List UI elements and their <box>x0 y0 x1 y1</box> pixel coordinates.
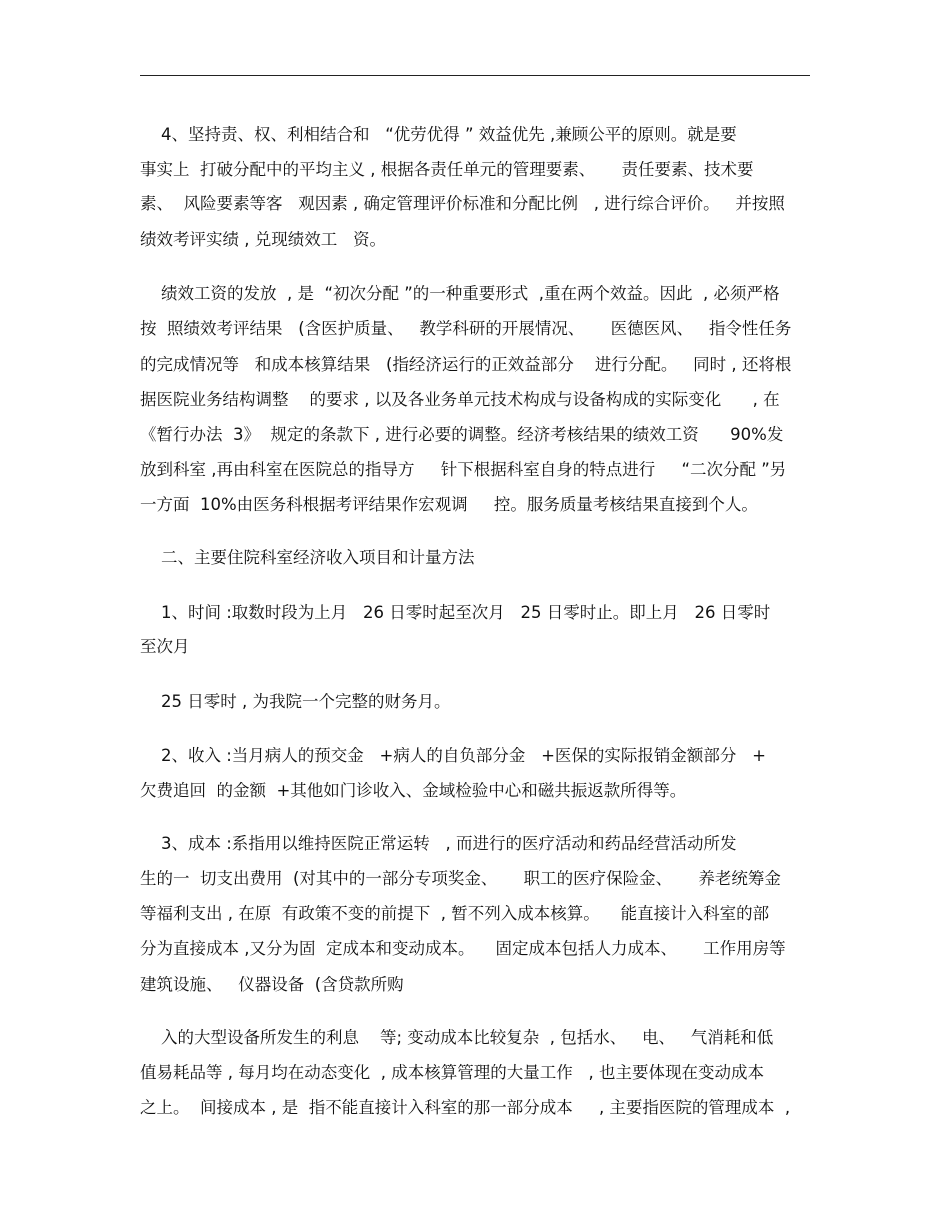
text-line: 绩效考评实绩 , 兑现绩效工 资。 <box>140 230 386 249</box>
text-line: 按 照绩效考评结果 (含医护质量、 教学科研的开展情况、 医德医风、 指令性任务 <box>140 319 792 338</box>
text-line: 至次月 <box>140 637 190 656</box>
text-line: 《暂行办法 3》 规定的条款下 , 进行必要的调整。经济考核结果的绩效工资 90%发 <box>140 425 784 444</box>
text-line: 分为直接成本 ,又分为固 定成本和变动成本。 固定成本包括人力成本、 工作用房等 <box>140 939 786 958</box>
text-line: 绩效工资的发放 , 是 “初次分配 ”的一种重要形式 ,重在两个效益。因此 , 必须严格 <box>140 284 780 303</box>
text-line: 2、收入 :当月病人的预交金 +病人的自负部分金 +医保的实际报销金额部分 + <box>140 746 766 765</box>
text-line: 放到科室 ,再由科室在医院总的指导方 针下根据科室自身的特点进行 “二次分配 ”另 <box>140 460 787 479</box>
text-line: 1、时间 :取数时段为上月 26 日零时起至次月 25 日零时止。即上月 26 日零时 <box>140 603 771 622</box>
header-rule <box>140 75 810 76</box>
text-line: 据医院业务结构调整 的要求 , 以及各业务单元技术构成与设备构成的实际变化 , 在 <box>140 390 780 409</box>
text-line: 入的大型设备所发生的利息 等; 变动成本比较复杂 , 包括水、 电、 气消耗和低 <box>140 1028 774 1047</box>
text-line: 之上。 间接成本 , 是 指不能直接计入科室的那一部分成本 , 主要指医院的管理成本 , <box>140 1098 791 1117</box>
text-line: 欠费追回 的金额 +其他如门诊收入、金域检验中心和磁共振返款所得等。 <box>140 781 687 800</box>
section-heading: 二、主要住院科室经济收入项目和计量方法 <box>140 548 475 567</box>
text-line: 建筑设施、 仪器设备 (含贷款所购 <box>140 975 404 994</box>
text-line: 一方面 10%由医务科根据考评结果作宏观调 控。服务质量考核结果直接到个人。 <box>140 495 758 514</box>
text-line: 值易耗品等 , 每月均在动态变化 , 成本核算管理的大量工作 , 也主要体现在变动成本 <box>140 1063 764 1082</box>
text-line: 素、 风险要素等客 观因素 , 确定管理评价标准和分配比例 , 进行综合评价。 并按照 <box>140 194 785 213</box>
text-line: 的完成情况等 和成本核算结果 (指经济运行的正效益部分 进行分配。 同时 , 还将根 <box>140 355 792 374</box>
text-line: 事实上 打破分配中的平均主义 , 根据各责任单元的管理要素、 责任要素、技术要 <box>140 160 754 179</box>
text-line: 4、坚持责、权、利相结合和 “优劳优得 ” 效益优先 ,兼顾公平的原则。就是要 <box>140 125 737 144</box>
text-line: 生的一 切支出费用 (对其中的一部分专项奖金、 职工的医疗保险金、 养老统筹金 <box>140 869 781 888</box>
text-line: 25 日零时 , 为我院一个完整的财务月。 <box>140 692 451 711</box>
text-line: 等福利支出 , 在原 有政策不变的前提下 , 暂不列入成本核算。 能直接计入科室的部 <box>140 904 770 923</box>
text-line: 3、成本 :系指用以维持医院正常运转 , 而进行的医疗活动和药品经营活动所发 <box>140 834 737 853</box>
